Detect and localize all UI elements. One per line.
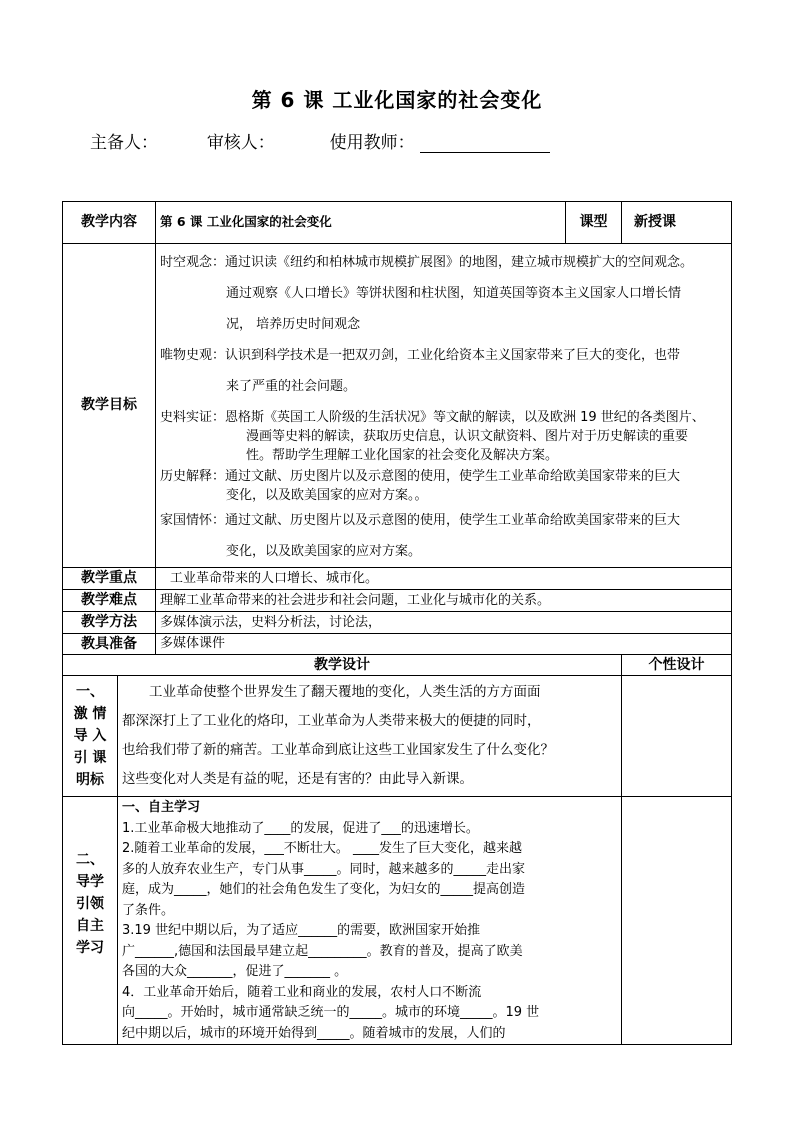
objective-line: 通过观察《人口增长》等饼状图和柱状图，知道英国等资本主义国家人口增长情 xyxy=(226,286,682,301)
section-label-line: 引 课 xyxy=(73,750,107,766)
paragraph-line: 庭，成为_____，她们的社会角色发生了变化，为妇女的_____提高创造 xyxy=(122,882,526,897)
paragraph-line: 一、自主学习 xyxy=(122,800,201,815)
paragraph-line: 了条件。 xyxy=(122,902,175,918)
paragraph-line: 都深深打上了工业化的烙印，工业革命为人类带来极大的便捷的同时， xyxy=(122,713,541,729)
difficulty-label: 教学难点 xyxy=(63,590,156,612)
objective-line: 变化，以及欧美国家的应对方案。。 xyxy=(226,488,428,503)
paragraph-line: 工业革命使整个世界发生了翻天覆地的变化，人类生活的方方面面 xyxy=(149,684,541,700)
content-value: 第 6 课 工业化国家的社会变化 xyxy=(156,202,566,244)
section-2-label xyxy=(63,797,118,1045)
type-value: 新授课 xyxy=(622,202,732,244)
section-label-line: 明标 xyxy=(76,772,104,788)
personal-header: 个性设计 xyxy=(622,655,732,676)
paragraph-line: 4．工业革命开始后，随着工业和商业的发展，农村人口不断流 xyxy=(122,984,482,1000)
method-label: 教学方法 xyxy=(63,612,156,634)
type-label: 课型 xyxy=(566,202,622,244)
section-label-line: 导 入 xyxy=(73,728,107,744)
paragraph-line: 1.工业革命极大地推动了____的发展，促进了___的迅速增长。 xyxy=(122,820,479,836)
objective-line: 漫画等史料的解读，获取历史信息，认识文献资料、图片对于历史解读的重要 xyxy=(246,429,689,444)
section-2-personal xyxy=(622,797,732,1045)
teacher-label: 使用教师： xyxy=(329,133,415,153)
objectives-label: 教学目标 xyxy=(63,244,156,568)
design-header: 教学设计 xyxy=(63,655,622,676)
paragraph-line: 2.随着工业革命的发展，___不断壮大。 ____发生了巨大变化，越来越 xyxy=(122,841,523,856)
section-label-line: 二、 xyxy=(76,852,104,868)
author-line xyxy=(90,128,550,153)
reviewer-label: 审核人： xyxy=(206,133,275,153)
method-value: 多媒体演示法，史料分析法，讨论法， xyxy=(156,612,732,634)
objective-line: 变化，以及欧美国家的应对方案。 xyxy=(226,544,422,559)
objective-line: 况， 培养历史时间观念 xyxy=(226,317,361,332)
objective-line: 唯物史观：认识到科学技术是一把双刃剑，工业化给资本主义国家带来了巨大的变化，也带 xyxy=(160,348,681,363)
paragraph-line: 广______,德国和法国最早建立起_________。教育的普及，提高了欧美 xyxy=(122,943,523,959)
teacher-blank xyxy=(420,136,550,153)
objective-line: 家国情怀：通过文献、历史图片以及示意图的使用，使学生工业革命给欧美国家带来的巨大 xyxy=(160,513,681,528)
lesson-plan-table xyxy=(62,201,732,1045)
paragraph-line: 向_____。开始时，城市通常缺乏统一的_____。城市的环境_____。19 世 xyxy=(122,1005,540,1020)
objective-line: 时空观念：通过识读《纽约和柏林城市规模扩展图》的地图，建立城市规模扩大的空间观念。 xyxy=(160,255,694,270)
tools-label: 教具准备 xyxy=(63,634,156,655)
paragraph-line: 3.19 世纪中期以后，为了适应______的需要，欧洲国家开始推 xyxy=(122,923,481,938)
page-title: 第 6 课 工业化国家的社会变化 xyxy=(251,88,543,112)
objective-line: 历史解释：通过文献、历史图片以及示意图的使用，使学生工业革命给欧美国家带来的巨大 xyxy=(160,469,681,484)
section-label-line: 自主 xyxy=(76,918,104,934)
section-1-label xyxy=(63,676,118,797)
paragraph-line: 也给我们带了新的痛苦。工业革命到底让这些工业国家发生了什么变化？ xyxy=(122,742,554,758)
section-label-line: 激 情 xyxy=(73,706,107,722)
paragraph-line: 各国的大众_______，促进了_______ 。 xyxy=(122,964,348,979)
objective-line: 史料实证：恩格斯《英国工人阶级的生活状况》等文献的解读，以及欧洲 19 世纪的各类图片、 xyxy=(160,410,705,425)
section-1-content xyxy=(118,676,622,797)
preparer-label: 主备人： xyxy=(90,133,158,153)
section-label-line: 一、 xyxy=(76,684,104,700)
section-label-line: 导学 xyxy=(76,874,104,890)
objective-line: 性。帮助学生理解工业化国家的社会变化及解决方案。 xyxy=(246,448,559,463)
paragraph-line: 这些变化对人类是有益的呢，还是有害的？由此导入新课。 xyxy=(122,771,473,787)
section-1-personal xyxy=(622,676,732,797)
objective-line: 来了严重的社会问题。 xyxy=(226,379,357,394)
section-label-line: 引领 xyxy=(76,896,104,912)
tools-value: 多媒体课件 xyxy=(156,634,732,655)
key-label: 教学重点 xyxy=(63,568,156,590)
key-value: 工业革命带来的人口增长、城市化。 xyxy=(156,568,732,590)
objectives-content xyxy=(156,244,732,568)
difficulty-value: 理解工业革命带来的社会进步和社会问题，工业化与城市化的关系。 xyxy=(156,590,732,612)
paragraph-line: 多的人放弃农业生产，专门从事_____。同时，越来越多的_____走出家 xyxy=(122,861,526,877)
section-label-line: 学习 xyxy=(76,940,104,956)
content-label: 教学内容 xyxy=(63,202,156,244)
paragraph-line: 纪中期以后，城市的环境开始得到_____。随着城市的发展，人们的 xyxy=(122,1025,506,1041)
section-2-content xyxy=(118,797,622,1045)
